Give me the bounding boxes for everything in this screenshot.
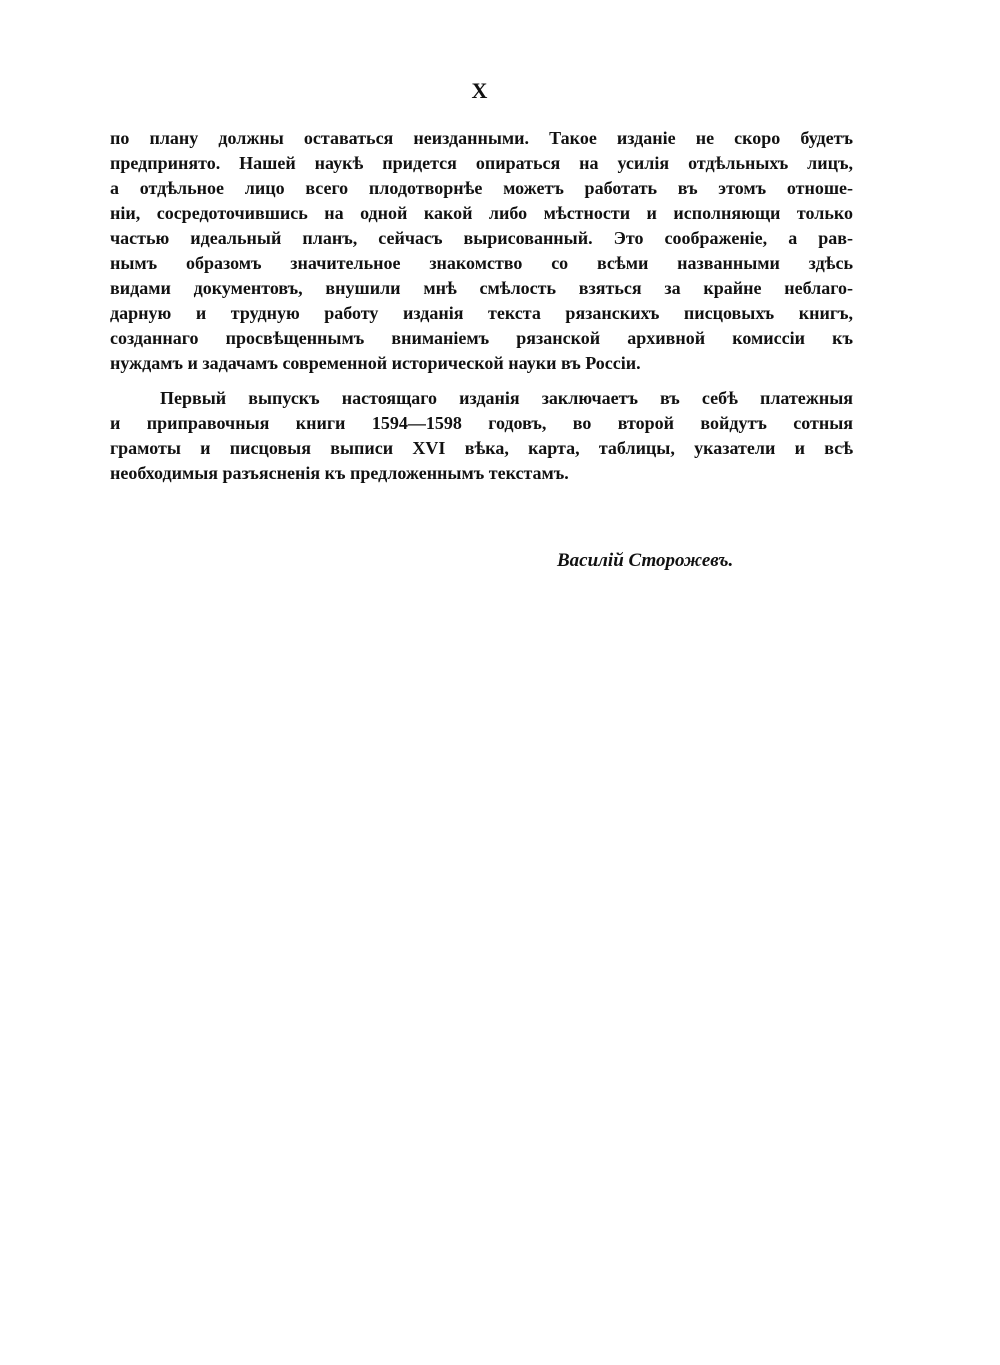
paragraph-2 <box>110 386 853 486</box>
text-line: дарную и трудную работу изданія текста рязанскихъ писцовыхъ книгъ, <box>110 303 853 323</box>
text-line: ніи, сосредоточившись на одной какой либо мѣстности и исполняющи только <box>110 203 853 223</box>
text-line: нымъ образомъ значительное знакомство со всѣми названными здѣсь <box>110 253 853 273</box>
paragraph-1 <box>110 126 853 376</box>
text-line: созданнаго просвѣщеннымъ вниманіемъ рязанской архивной комиссіи къ <box>110 328 853 348</box>
text-line: Первый выпускъ настоящаго изданія заключаетъ въ себѣ платежныя <box>160 388 853 408</box>
text-line: а отдѣльное лицо всего плодотворнѣе можетъ работать въ этомъ отноше- <box>110 178 853 198</box>
text-line: видами документовъ, внушили мнѣ смѣлость взяться за крайне неблаго- <box>110 278 853 298</box>
text-line: грамоты и писцовыя выписи XVI вѣка, карта, таблицы, указатели и всѣ <box>110 438 853 458</box>
text-line: по плану должны оставаться неизданными. Такое изданіе не скоро будетъ <box>110 128 853 148</box>
body-text <box>110 126 853 486</box>
text-line: нуждамъ и задачамъ современной исторической науки въ Россіи. <box>110 353 641 373</box>
author-signature: Василій Сторожевъ. <box>557 550 734 571</box>
text-line: необходимыя разъясненія къ предложеннымъ текстамъ. <box>110 463 569 483</box>
text-line: и приправочныя книги 1594—1598 годовъ, во второй войдутъ сотныя <box>110 413 853 433</box>
text-line: частью идеальный планъ, сейчасъ вырисованный. Это соображеніе, а рав- <box>110 228 853 248</box>
text-line: предпринято. Нашей наукѣ придется опираться на усилія отдѣльныхъ лицъ, <box>110 153 853 173</box>
page-number: X <box>471 78 489 103</box>
